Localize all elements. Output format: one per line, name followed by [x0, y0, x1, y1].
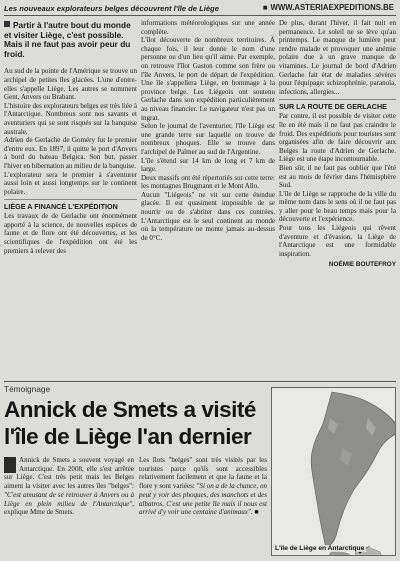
paragraph: De plus, durant l'hiver, il fait nuit en permanence. Le soleil ne se lève qu'au printemps. Le manque de lumière peut rendre malade et provoquer une anémie polaire due à un grave manque de vitamines. Le journal de bord d'Adrien Gerlache fait état de maladies sévères pour l'équipage: schizophrénie, paranoïa, infections, allergies...	[279, 19, 396, 96]
paragraph: informations météorologiques sur une année complète.	[141, 19, 275, 36]
section-divider	[4, 381, 396, 382]
paragraph: Aucun "Liégeois" ne vit sur cette étendue glacée. Il est quasiment impossible de se nourrir ou de s'abriter dans ces contrées. L'Antarctique est le seul continent au monde où la température ne monte jamais au-dessus de 0°C.	[141, 190, 275, 242]
paragraph: L'île de Liège se rapproche de la ville du même nom dans le sens où il ne faut pas y aller pour le beau temps mais pour la découverte et l'expérience.	[279, 189, 396, 224]
lead-text: Partir à l'autre bout du monde et visiter Liège, c'est possible. Mais il ne faut pas avoir peur du froid.	[4, 20, 131, 59]
paragraph: Bien sûr, il ne faut pas oublier que l'été est au mois de février dans l'hémisphère Sud.	[279, 163, 396, 190]
paragraph: L'histoire des explorateurs belges est très liée à l'Antarctique. Nombreux sont nos savants et aventuriers qui se sont risqués sur la banquise australe.	[4, 101, 137, 136]
website-link[interactable]	[263, 3, 394, 12]
paragraph: L'îlot découverte de nombreux territoires. À chaque fois, il leur donne le nom d'une personne ou d'un lieu qu'il aime. Par exemple, on retrouve l'îlot Gaston comme son frère ou l'île Anvers, le port de départ de l'expédition. Une île s'appellera Liège, en hommage à la province belge. Les Liégeois ont soutenu Gerlache dans son expédition particulièrement au niveau financier. Le navigateur n'est pas un ingrat.	[141, 36, 275, 122]
testimony-text: Annick de Smets a souvent voyagé en Antarctique. En 2008, elle s'est arrêtée sur Liège. C'est très petit mais les Belges aiment la visiter avec les autres îles "belges":	[4, 456, 134, 491]
paragraph: Deux massifs ont été répertoriés sur cette terre: les montagnes Brugmann et le Mont Allo.	[141, 173, 275, 191]
bullet-icon: ■	[262, 3, 268, 12]
testimony-quote: "Si on a de la chance, on peut y voir des phoques, des manchots et des albatros. C'est une petite île mais il nous est arrivé d'y voir une centaine d'animaux".	[139, 482, 267, 517]
map-photo	[271, 387, 396, 556]
paragraph: Les travaux de de Gerlache ont énormément apporté à la science, de nouvelles espèces de faune et de flore ont été découvertes, et les scientifiques de l'expédition ont été les premiers à relever des	[4, 212, 137, 255]
end-mark: ■	[252, 508, 259, 517]
testimony-column-2	[139, 456, 267, 554]
antarctica-map-icon	[272, 388, 396, 556]
article-column-2	[141, 19, 275, 354]
top-bar	[4, 3, 396, 16]
section-headline: Les nouveaux explorateurs belges découvrent l'île de Liège	[4, 4, 219, 13]
article-column-1	[4, 19, 137, 354]
section-kicker: Témoignage	[4, 384, 51, 394]
subheading: LIÈGE A FINANCÉ L'EXPÉDITION	[4, 199, 137, 211]
paragraph: Adrien de Gerlache de Goméry fut le premier d'entre eux. En 1897, il quitte le port d'Anvers à bord du bateau Belgica. Son but, passer l'hiver en hibernation au milieu de la banquise.	[4, 136, 137, 170]
author-signature: NOÉMIE BOUTEFROY	[328, 261, 396, 269]
testimony-column-1	[4, 456, 134, 554]
paragraph: L'explorateur sera le premier à s'aventurer aussi loin et aussi longtemps sur le continent polaire.	[4, 170, 137, 196]
paragraph: Pour tous les Liégeois qui rêvent d'aventure et d'évasion, la Liège de l'Antarctique est une formidable inspiration.	[279, 224, 396, 258]
article-column-3	[279, 19, 396, 354]
paragraph: L'île s'étend sur 14 km de long et 7 km de large.	[141, 156, 275, 174]
subheading: SUR LA ROUTE DE GERLACHE	[279, 99, 396, 111]
testimony-text: , explique Mme de Smets.	[4, 499, 134, 517]
paragraph: Selon le journal de l'aventurier, l'île Liège est une grande terre sur laquelle on trouve de nombreux phoques. Elle se trouve dans l'archipel de Palmer au sud de l'Argentine.	[141, 122, 275, 156]
website-text: WWW.ASTERIAEXPEDITIONS.BE	[270, 3, 394, 12]
paragraph: Par contre, il est possible de visiter cette île en été mais il ne faut pas craindre le froid. Des expéditions pour touristes sont organisées afin de faire découvrir aux Belges la route d'Adrien de Gerlache. Liège est une étape incontournable.	[279, 112, 396, 164]
testimony-headline: Annick de Smets a visité l'île de Liège l'an dernier	[4, 397, 256, 449]
lead-paragraph	[4, 21, 137, 59]
map-caption: L'île de Liège en Antarctique	[275, 545, 365, 552]
testimony-quote: "C'est amusant de se retrouver à Anvers ou à Liège en plein milieu de l'Antarctique"	[4, 490, 134, 508]
testimony-text: Les îlots "belges" sont très visités par les touristes parce qu'ils sont accessibles relativement facilement et que la faune et la flore y sont variées:	[139, 456, 267, 491]
paragraph: Au sud de la pointe de l'Amérique se trouve un archipel de petites îles glacées. L'une d'entre-elles s'appelle Liège. Les autres se nomment Gent, Anvers ou Brabant.	[4, 67, 137, 102]
square-bullet-icon	[4, 21, 10, 27]
drop-cap	[4, 457, 16, 473]
